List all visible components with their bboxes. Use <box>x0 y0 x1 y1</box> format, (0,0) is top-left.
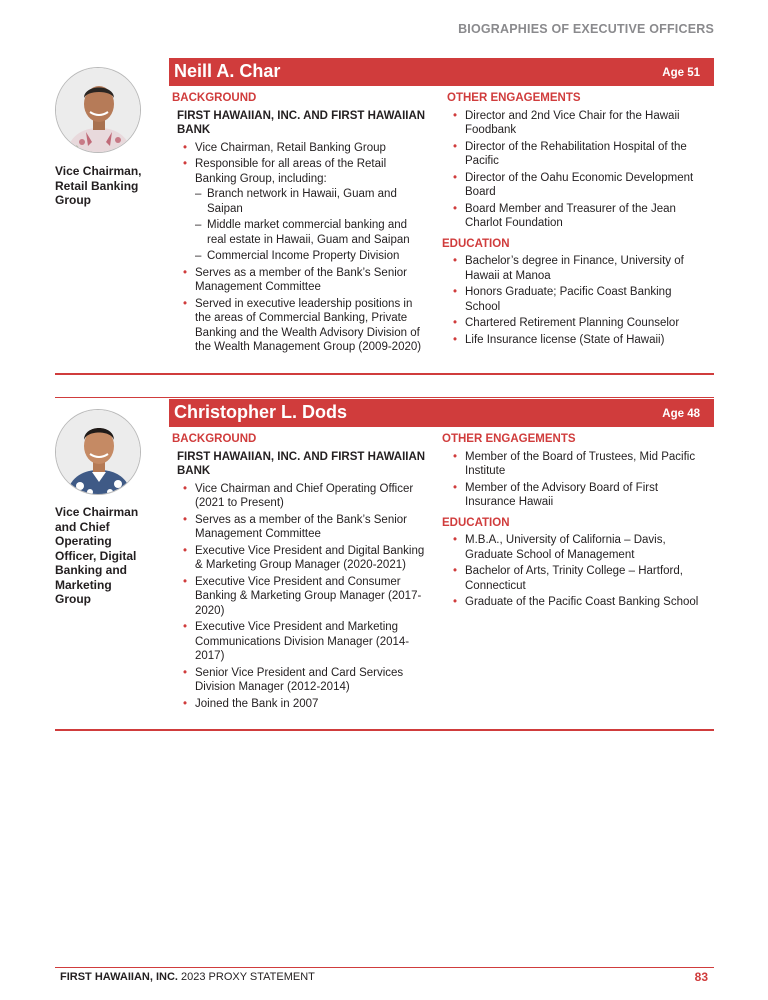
footer-company: FIRST HAWAIIAN, INC. <box>60 971 178 983</box>
list-item: • Executive Vice President and Marketing Communications Division Manager (2014-2017) <box>172 620 427 664</box>
officer-age: Age 51 <box>662 67 700 79</box>
section-top-rule <box>55 397 714 398</box>
section-header: BIOGRAPHIES OF EXECUTIVE OFFICERS <box>458 22 714 36</box>
officer-bio-christopher-dods <box>55 397 714 737</box>
list-item: • Joined the Bank in 2007 <box>172 697 427 712</box>
list-item: • Life Insurance license (State of Hawaii) <box>442 333 704 348</box>
list-item: • Bachelor of Arts, Trinity College – Hartford, Connecticut <box>442 564 704 593</box>
list-item: • Member of the Board of Trustees, Mid Pacific Institute <box>442 450 704 479</box>
education-heading: EDUCATION <box>442 237 510 250</box>
background-column <box>172 91 427 357</box>
engagements-column <box>442 91 704 349</box>
name-bar <box>169 58 714 86</box>
sub-list-item: – Middle market commercial banking and real estate in Hawaii, Guam and Saipan <box>195 218 427 247</box>
list-item: • Executive Vice President and Digital Banking & Marketing Group Manager (2020-2021) <box>172 544 427 573</box>
list-item: • Board Member and Treasurer of the Jean Charlot Foundation <box>442 202 704 231</box>
officer-age: Age 48 <box>662 408 700 420</box>
list-item: • Vice Chairman and Chief Operating Officer (2021 to Present) <box>172 482 427 511</box>
engagements-column <box>442 432 704 612</box>
education-heading: EDUCATION <box>442 516 510 529</box>
officer-title: Vice Chairman and Chief Operating Officer, Digital Banking and Marketing Group <box>55 505 139 606</box>
officer-photo <box>55 409 141 495</box>
officer-bio-neill-char <box>55 57 714 377</box>
background-heading: BACKGROUND <box>172 433 257 445</box>
footer-doc: 2023 PROXY STATEMENT <box>177 971 315 983</box>
page-number: 83 <box>694 970 708 984</box>
list-item: • Chartered Retirement Planning Counselor <box>442 316 704 331</box>
list-item: • Served in executive leadership positions in the areas of Commercial Banking, Private Banking and the Wealth Advisory Division of the Wealth Management Group (2009-2020) <box>172 297 427 355</box>
list-item: • M.B.A., University of California – Davis, Graduate School of Management <box>442 533 704 562</box>
engagements-heading: OTHER ENGAGEMENTS <box>447 92 581 104</box>
list-item: • Bachelor’s degree in Finance, University of Hawaii at Manoa <box>442 254 704 283</box>
background-heading: BACKGROUND <box>172 92 257 104</box>
list-item: • Senior Vice President and Card Services Division Manager (2012-2014) <box>172 666 427 695</box>
list-item: • Director and 2nd Vice Chair for the Hawaii Foodbank <box>442 109 704 138</box>
background-org: FIRST HAWAIIAN, INC. AND FIRST HAWAIIAN BANK <box>177 109 426 136</box>
background-org: FIRST HAWAIIAN, INC. AND FIRST HAWAIIAN BANK <box>177 450 426 477</box>
section-divider <box>55 373 714 375</box>
list-item: • Graduate of the Pacific Coast Banking School <box>442 595 704 610</box>
list-item-text: Responsible for all areas of the Retail Banking Group, including: <box>195 158 387 185</box>
sub-list-item: – Branch network in Hawaii, Guam and Saipan <box>195 187 427 216</box>
list-item: • Director of the Oahu Economic Development Board <box>442 171 704 200</box>
portrait-photo-icon <box>56 68 141 153</box>
section-divider <box>55 729 714 731</box>
list-item: • Serves as a member of the Bank’s Senior Management Committee <box>172 513 427 542</box>
portrait-photo-icon <box>56 410 141 495</box>
list-item: • Executive Vice President and Consumer Banking & Marketing Group Manager (2017-2020) <box>172 575 427 619</box>
background-column <box>172 432 427 713</box>
officer-name: Neill A. Char <box>174 61 281 81</box>
list-item: • Vice Chairman, Retail Banking Group <box>172 141 427 156</box>
name-bar <box>169 399 714 427</box>
officer-name: Christopher L. Dods <box>174 402 348 422</box>
list-item: • Serves as a member of the Bank’s Senior Management Committee <box>172 266 427 295</box>
footer-rule <box>55 967 714 968</box>
officer-title: Vice Chairman, Retail Banking Group <box>55 164 142 207</box>
sub-list-item: – Commercial Income Property Division <box>195 249 427 264</box>
list-item <box>172 157 427 264</box>
footer-label <box>60 971 315 983</box>
list-item: • Director of the Rehabilitation Hospital of the Pacific <box>442 140 704 169</box>
list-item: • Honors Graduate; Pacific Coast Banking School <box>442 285 704 314</box>
officer-photo <box>55 67 141 153</box>
list-item: • Member of the Advisory Board of First Insurance Hawaii <box>442 481 704 510</box>
engagements-heading: OTHER ENGAGEMENTS <box>442 433 576 445</box>
